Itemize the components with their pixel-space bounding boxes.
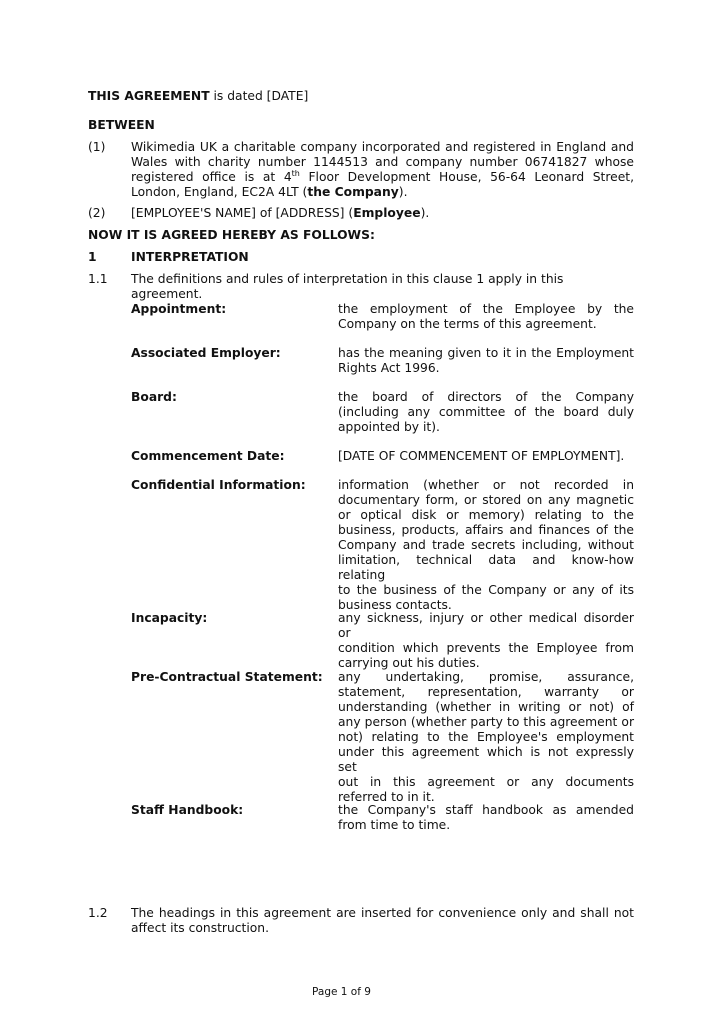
- definition-line: statement, representation, warranty or: [338, 685, 634, 699]
- definition-line: carrying out his duties.: [338, 656, 480, 670]
- definition-confidential-information: [338, 478, 634, 613]
- party-1-line-4: [131, 185, 634, 200]
- party-2-text-post: ).: [420, 206, 430, 220]
- definition-line: any person (whether party to this agreement or: [338, 715, 634, 729]
- definition-term-pre-contractual-statement: Pre-Contractual Statement:: [131, 670, 323, 684]
- definition-line: the Company's staff handbook as amended: [338, 803, 634, 817]
- agreement-title-rest: is dated [DATE]: [209, 89, 309, 103]
- party-1-line-3-sup: th: [291, 169, 300, 178]
- party-1-line-3: [131, 170, 634, 185]
- definition-line: referred to in it.: [338, 790, 435, 804]
- definition-commencement-date: [338, 449, 634, 464]
- definition-term-incapacity: Incapacity:: [131, 611, 208, 625]
- definition-line: Company on the terms of this agreement.: [338, 317, 597, 331]
- definition-line: condition which prevents the Employee from: [338, 641, 634, 655]
- between-heading: BETWEEN: [88, 118, 155, 132]
- section-1-title: INTERPRETATION: [131, 250, 249, 264]
- definition-line: has the meaning given to it in the Employment: [338, 346, 634, 360]
- definition-term-associated-employer: Associated Employer:: [131, 346, 281, 360]
- definition-term-board: Board:: [131, 390, 177, 404]
- clause-1-1-number: 1.1: [88, 272, 108, 286]
- definition-line: business contacts.: [338, 598, 452, 612]
- clause-1-2-text: [131, 906, 634, 936]
- agreed-heading: NOW IT IS AGREED HEREBY AS FOLLOWS:: [88, 228, 375, 242]
- party-2-employee-term: Employee: [353, 206, 421, 220]
- party-1-text: [131, 140, 634, 200]
- definition-line: limitation, technical data and know-how relating: [338, 553, 634, 582]
- party-2-number: (2): [88, 206, 106, 220]
- definition-board: [338, 390, 634, 435]
- definition-term-confidential-information: Confidential Information:: [131, 478, 306, 492]
- definition-line: understanding (whether in writing or not) of: [338, 700, 634, 714]
- definition-line: the employment of the Employee by the: [338, 302, 634, 316]
- party-1-line-4-pre: London, England, EC2A 4LT (: [131, 185, 308, 199]
- definition-incapacity: [338, 611, 634, 671]
- definition-term-commencement-date: Commencement Date:: [131, 449, 285, 463]
- definition-line: appointed by it).: [338, 420, 440, 434]
- definition-line: [DATE OF COMMENCEMENT OF EMPLOYMENT].: [338, 449, 625, 463]
- definition-term-appointment: Appointment:: [131, 302, 227, 316]
- definition-line: information (whether or not recorded in: [338, 478, 634, 492]
- definition-line: documentary form, or stored on any magnetic: [338, 493, 634, 507]
- party-1-number: (1): [88, 140, 106, 154]
- definition-associated-employer: [338, 346, 634, 376]
- clause-1-2-line-2: affect its construction.: [131, 921, 269, 935]
- definition-line: or optical disk or memory) relating to the: [338, 508, 634, 522]
- party-1-company-term: the Company: [307, 185, 399, 199]
- party-1-line-4-post: ).: [398, 185, 408, 199]
- definition-line: the board of directors of the Company: [338, 390, 634, 404]
- definition-term-staff-handbook: Staff Handbook:: [131, 803, 244, 817]
- definition-line: Company and trade secrets including, without: [338, 538, 634, 552]
- definition-line: any undertaking, promise, assurance,: [338, 670, 634, 684]
- definition-line: not) relating to the Employee's employment: [338, 730, 634, 744]
- definition-pre-contractual-statement: [338, 670, 634, 805]
- party-1-line-1: Wikimedia UK a charitable company incorporated and registered in England and: [131, 140, 634, 154]
- clause-1-1-text: The definitions and rules of interpretation in this clause 1 apply in this agreement.: [131, 272, 564, 301]
- definition-line: from time to time.: [338, 818, 451, 832]
- definition-line: (including any committee of the board duly: [338, 405, 634, 419]
- definition-appointment: [338, 302, 634, 332]
- definition-line: out in this agreement or any documents: [338, 775, 634, 789]
- definition-line: under this agreement which is not expressly set: [338, 745, 634, 774]
- agreement-title-bold: THIS AGREEMENT: [88, 89, 210, 103]
- clause-1-2-number: 1.2: [88, 906, 108, 920]
- definition-staff-handbook: [338, 803, 634, 833]
- clause-1-2-line-1: The headings in this agreement are inserted for convenience only and shall not: [131, 906, 634, 920]
- definition-line: Rights Act 1996.: [338, 361, 440, 375]
- party-1-line-3-pre: registered office is at 4: [131, 170, 292, 184]
- agreement-title: [88, 89, 308, 104]
- section-1-number: 1: [88, 250, 97, 264]
- page-number-footer: Page 1 of 9: [312, 986, 371, 998]
- party-2-text: [131, 206, 429, 221]
- definition-line: any sickness, injury or other medical disorder or: [338, 611, 634, 640]
- definition-line: to the business of the Company or any of its: [338, 583, 634, 597]
- party-1-line-2: Wales with charity number 1144513 and company number 06741827 whose: [131, 155, 634, 169]
- party-2-text-pre: [EMPLOYEE'S NAME] of [ADDRESS] (: [131, 206, 354, 220]
- party-1-line-3-post: Floor Development House, 56-64 Leonard Street,: [299, 170, 634, 184]
- definition-line: business, products, affairs and finances of the: [338, 523, 634, 537]
